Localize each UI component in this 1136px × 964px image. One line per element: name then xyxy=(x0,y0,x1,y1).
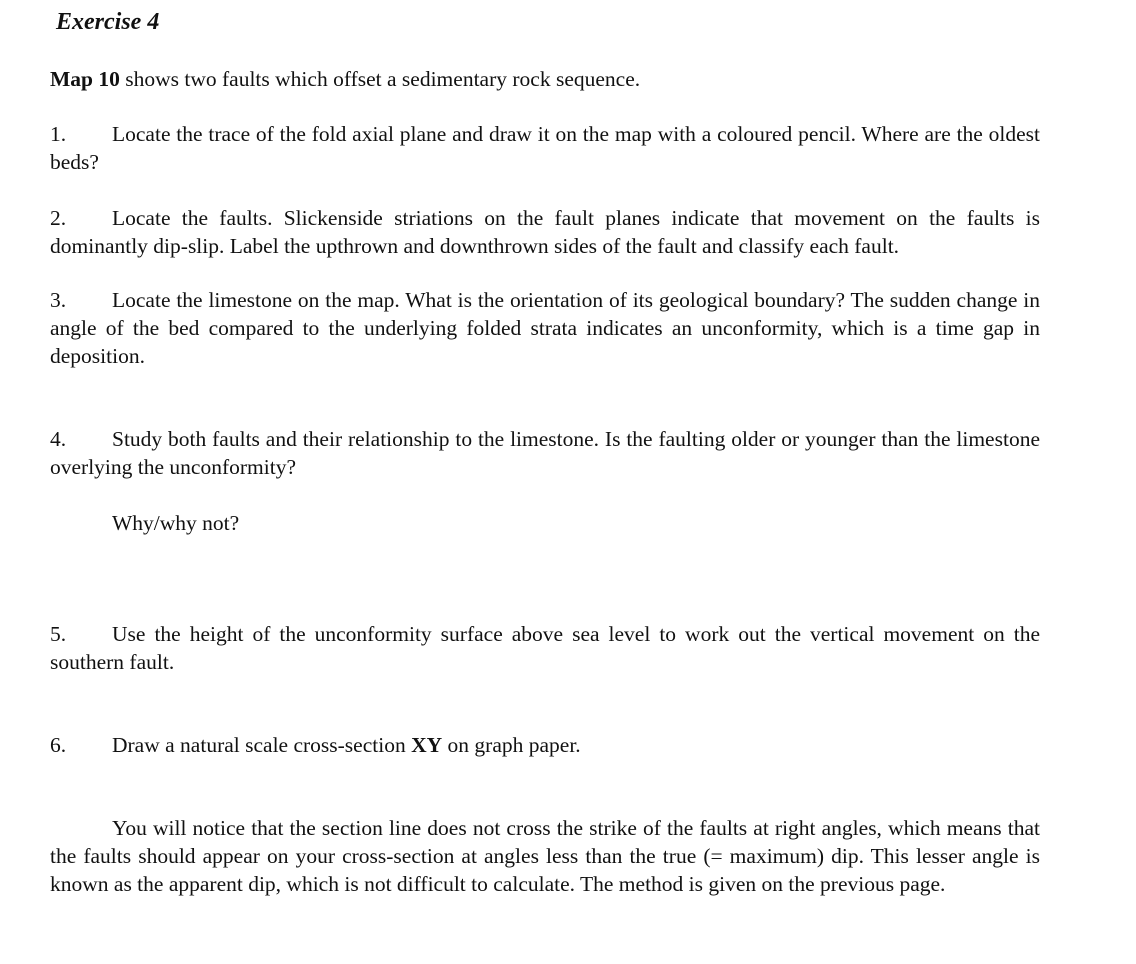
note-text: You will notice that the section line does not cross the strike of the faults at right angles, which means that the faults should appear on your cross-section at angles less than the true (= maximum) dip. This lesser angle is known as the apparent dip, which is not difficult to calculate. The method is given on the previous page. xyxy=(50,816,1040,896)
question-2-number: 2. xyxy=(50,206,67,230)
question-1 xyxy=(50,120,1040,176)
question-6-number: 6. xyxy=(50,733,67,757)
question-3-number: 3. xyxy=(50,288,67,312)
question-6-text-after: on graph paper. xyxy=(442,733,581,757)
question-3-text: Locate the limestone on the map. What is the orientation of its geological boundary? The sudden change in angle of the bed compared to the underlying folded strata indicates an unconformity, which is a time gap in deposition. xyxy=(50,288,1040,368)
intro-text: shows two faults which offset a sedimentary rock sequence. xyxy=(119,67,641,91)
question-2 xyxy=(50,204,1040,260)
exercise-title: Exercise 4 xyxy=(56,9,160,35)
question-2-text: Locate the faults. Slickenside striations on the fault planes indicate that movement on the faults is dominantly dip-slip. Label the upthrown and downthrown sides of the fault and classify each fault. xyxy=(50,206,1040,258)
question-1-text: Locate the trace of the fold axial plane and draw it on the map with a coloured pencil. Where are the oldest beds? xyxy=(50,122,1040,174)
question-6-text-before: Draw a natural scale cross-section xyxy=(112,733,412,757)
question-5-text: Use the height of the unconformity surface above sea level to work out the vertical movement on the southern fault. xyxy=(50,622,1040,674)
question-5 xyxy=(50,620,1040,676)
apparent-dip-note xyxy=(50,814,1040,898)
map-reference: Map 10 xyxy=(50,67,120,91)
question-6 xyxy=(50,731,1040,759)
question-3 xyxy=(50,286,1040,370)
question-5-number: 5. xyxy=(50,622,67,646)
question-4-number: 4. xyxy=(50,427,67,451)
question-1-number: 1. xyxy=(50,122,67,146)
question-4-text: Study both faults and their relationship to the limestone. Is the faulting older or younger than the limestone overlying the unconformity? xyxy=(50,427,1040,479)
question-4 xyxy=(50,425,1040,481)
intro-paragraph xyxy=(50,65,1040,93)
question-4-followup: Why/why not? xyxy=(112,511,240,535)
section-xy-label: XY xyxy=(411,733,443,757)
